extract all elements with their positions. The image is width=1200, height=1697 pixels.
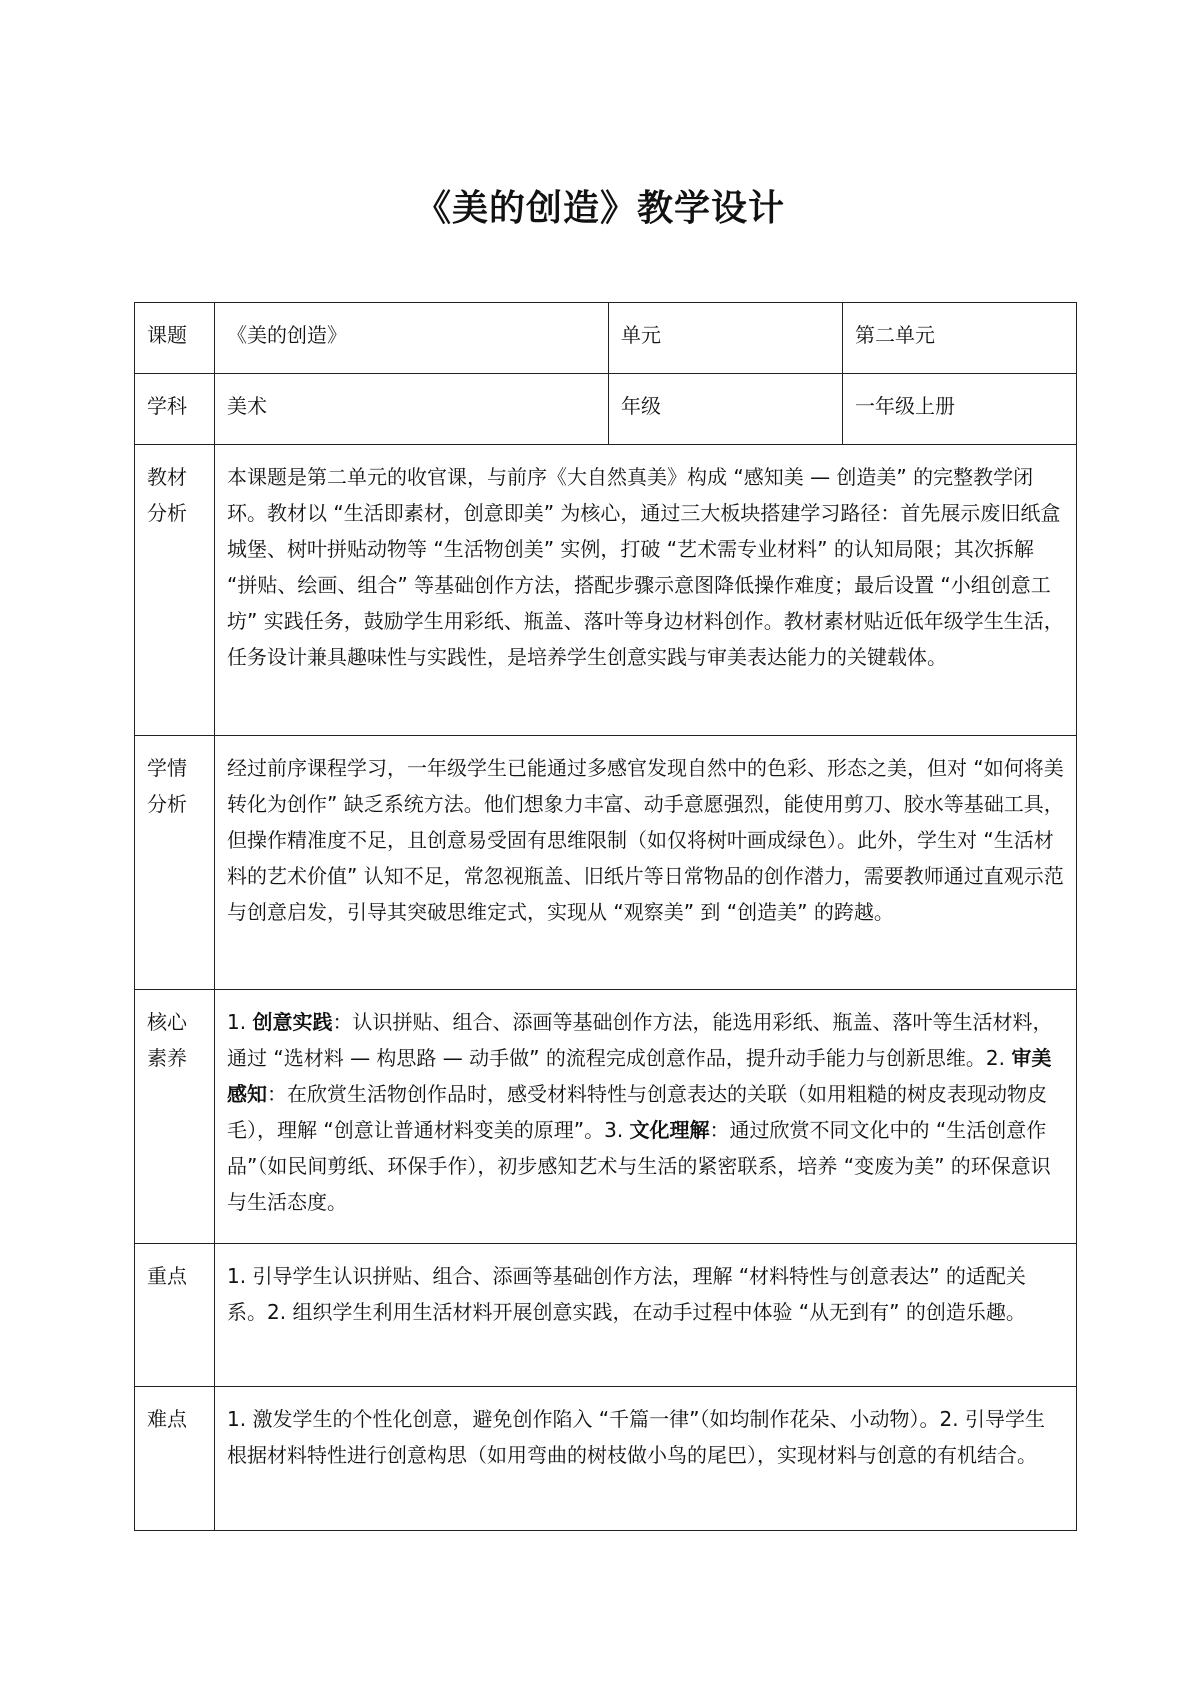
competency-1-number: 1. bbox=[227, 1010, 253, 1034]
key-points-text: 1. 引导学生认识拼贴、组合、添画等基础创作方法，理解 “材料特性与创意表达” 的适配关系。2. 组织学生利用生活材料开展创意实践，在动手过程中体验 “从无到有” 的创造乐趣。 bbox=[215, 1244, 1077, 1387]
unit-value: 第二单元 bbox=[843, 303, 1077, 374]
competency-3-number: 3. bbox=[604, 1118, 630, 1142]
table-row bbox=[135, 1244, 1077, 1387]
difficulties-text: 1. 激发学生的个性化创意，避免创作陷入 “千篇一律”（如均制作花朵、小动物）。2. 引导学生根据材料特性进行创意构思（如用弯曲的树枝做小鸟的尾巴），实现材料与创意的有机结合。 bbox=[215, 1387, 1077, 1531]
grade-label: 年级 bbox=[609, 374, 843, 445]
core-competency-label: 核心素养 bbox=[135, 990, 215, 1244]
topic-value: 《美的创造》 bbox=[215, 303, 609, 374]
page-title: 《美的创造》教学设计 bbox=[414, 188, 785, 229]
key-points-label: 重点 bbox=[135, 1244, 215, 1387]
student-analysis-label: 学情分析 bbox=[135, 736, 215, 990]
table-row bbox=[135, 736, 1077, 990]
table-row bbox=[135, 990, 1077, 1244]
core-competency-text bbox=[215, 990, 1077, 1244]
table-row bbox=[135, 1387, 1077, 1531]
student-analysis-text: 经过前序课程学习，一年级学生已能通过多感官发现自然中的色彩、形态之美，但对 “如何将美转化为创作” 缺乏系统方法。他们想象力丰富、动手意愿强烈，能使用剪刀、胶水等基础工具，但操作精准度不足，且创意易受固有思维限制（如仅将树叶画成绿色）。此外，学生对 “生活材料的艺术价值” 认知不足，常忽视瓶盖、旧纸片等日常物品的创作潜力，需要教师通过直观示范与创意启发，引导其突破思维定式，实现从 “观察美” 到 “创造美” 的跨越。 bbox=[215, 736, 1077, 990]
subject-label: 学科 bbox=[135, 374, 215, 445]
table-row bbox=[135, 374, 1077, 445]
competency-2-number: 2. bbox=[985, 1046, 1012, 1070]
competency-3-text: ：通过欣赏不同文化中的 “生活创意作品”（如民间剪纸、环保手作），初步感知艺术与生活的紧密联系，培养 “变废为美” 的环保意识与生活态度。 bbox=[227, 1118, 1051, 1214]
grade-value: 一年级上册 bbox=[843, 374, 1077, 445]
lesson-plan-table bbox=[134, 302, 1077, 1531]
topic-label: 课题 bbox=[135, 303, 215, 374]
competency-1-title: 创意实践 bbox=[252, 1010, 333, 1034]
difficulties-label: 难点 bbox=[135, 1387, 215, 1531]
competency-1-text: ：认识拼贴、组合、添画等基础创作方法，能选用彩纸、瓶盖、落叶等生活材料，通过 “选材料 — 构思路 — 动手做” 的流程完成创意作品，提升动手能力与创新思维。 bbox=[227, 1010, 1053, 1070]
textbook-analysis-text: 本课题是第二单元的收官课，与前序《大自然真美》构成 “感知美 — 创造美” 的完整教学闭环。教材以 “生活即素材，创意即美” 为核心，通过三大板块搭建学习路径：首先展示废旧纸盒城堡、树叶拼贴动物等 “生活物创美” 实例，打破 “艺术需专业材料” 的认知局限；其次拆解 “拼贴、绘画、组合” 等基础创作方法，搭配步骤示意图降低操作难度；最后设置 “小组创意工坊” 实践任务，鼓励学生用彩纸、瓶盖、落叶等身边材料创作。教材素材贴近低年级学生生活，任务设计兼具趣味性与实践性，是培养学生创意实践与审美表达能力的关键载体。 bbox=[215, 445, 1077, 736]
table-row bbox=[135, 303, 1077, 374]
textbook-analysis-label: 教材分析 bbox=[135, 445, 215, 736]
competency-2-title: 审美感知 bbox=[227, 1046, 1052, 1106]
competency-3-title: 文化理解 bbox=[629, 1118, 710, 1142]
table-row bbox=[135, 445, 1077, 736]
unit-label: 单元 bbox=[609, 303, 843, 374]
subject-value: 美术 bbox=[215, 374, 609, 445]
competency-2-text: ：在欣赏生活物创作品时，感受材料特性与创意表达的关联（如用粗糙的树皮表现动物皮毛），理解 “创意让普通材料变美的原理”。 bbox=[227, 1082, 1047, 1142]
